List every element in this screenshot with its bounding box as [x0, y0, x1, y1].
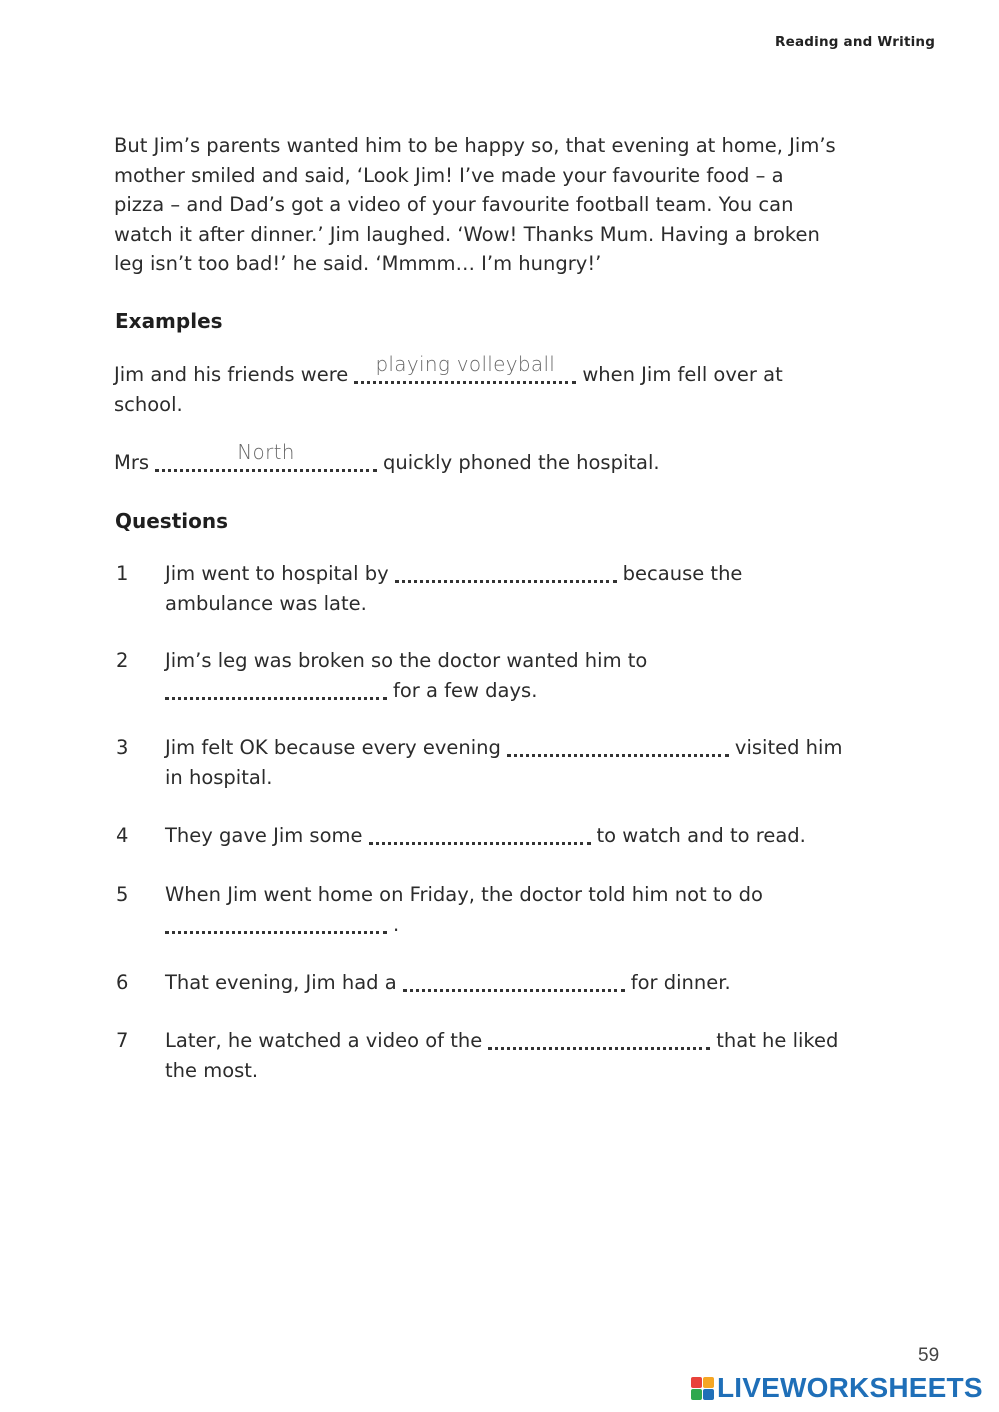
example-text: quickly phoned the hospital. [383, 451, 660, 474]
passage-line: pizza – and Dad’s got a video of your favourite football team. You can [114, 193, 794, 216]
question-text: Later, he watched a video of the [165, 1029, 483, 1052]
question-text: for a few days. [393, 679, 538, 702]
question-text: . [393, 913, 400, 936]
question-5 [114, 880, 854, 940]
example-text: when Jim fell over at [582, 363, 783, 386]
logo-text: LIVEWORKSHEETS [717, 1372, 983, 1403]
question-text: They gave Jim some [165, 824, 363, 847]
question-text: Jim felt OK because every evening [165, 736, 501, 759]
liveworksheets-logo[interactable] [691, 1371, 983, 1405]
answer-blank [395, 562, 617, 583]
question-number: 4 [116, 824, 129, 847]
question-number: 1 [116, 562, 129, 585]
question-number: 6 [116, 971, 129, 994]
question-text: When Jim went home on Friday, the doctor told him not to do [165, 883, 763, 906]
question-text: Jim’s leg was broken so the doctor wanted him to [165, 649, 648, 672]
answer-input-3[interactable] [507, 728, 729, 754]
logo-square [691, 1389, 702, 1400]
logo-square [691, 1377, 702, 1388]
question-text: visited him [734, 736, 843, 759]
passage-line: watch it after dinner.’ Jim laughed. ‘Wow! Thanks Mum. Having a broken [114, 222, 820, 246]
example-text: Jim and his friends were [114, 363, 349, 386]
question-7 [114, 1026, 854, 1086]
question-4 [114, 821, 854, 851]
page-number: 59 [918, 1345, 940, 1366]
passage-line: But Jim’s parents wanted him to be happy so, that evening at home, Jim’s [114, 134, 836, 157]
question-6 [114, 968, 854, 998]
example-text: school. [114, 393, 183, 416]
question-number: 7 [116, 1029, 129, 1052]
answer-blank [165, 913, 387, 934]
question-1 [114, 559, 854, 619]
question-text: in hospital. [165, 766, 273, 789]
answer-input-4[interactable] [369, 816, 591, 842]
question-number: 3 [116, 736, 129, 759]
answer-blank [403, 971, 625, 992]
answer-blank [369, 824, 591, 845]
question-number: 2 [116, 649, 129, 672]
example-1 [114, 352, 834, 420]
example-2 [114, 440, 834, 478]
question-text: Jim went to hospital by [165, 562, 389, 585]
answer-input-7[interactable] [488, 1021, 710, 1047]
answer-input-6[interactable] [403, 963, 625, 989]
question-2 [114, 646, 854, 706]
question-text: that he liked [716, 1029, 839, 1052]
questions-heading: Questions [115, 509, 229, 533]
header-title: Reading and Writing [775, 34, 936, 50]
example-answer: North [237, 440, 295, 464]
answer-input-5[interactable] [165, 905, 387, 931]
question-text: to watch and to read. [596, 824, 806, 847]
answer-blank [507, 736, 729, 757]
passage-line: leg isn’t too bad!’ he said. ‘Mmmm… I’m hungry!’ [114, 252, 602, 275]
logo-square [703, 1377, 714, 1388]
answer-blank [165, 679, 387, 700]
example-blank [354, 352, 576, 384]
question-text: because the [622, 562, 743, 585]
question-text: ambulance was late. [165, 592, 367, 615]
passage-line: mother smiled and said, ‘Look Jim! I’ve made your favourite food – a [114, 163, 784, 187]
question-number: 5 [116, 883, 129, 906]
logo-square [703, 1389, 714, 1400]
example-answer: playing volleyball [375, 352, 556, 376]
reading-passage [114, 131, 854, 279]
example-blank [155, 440, 377, 472]
logo-mark-icon [691, 1377, 714, 1400]
answer-input-1[interactable] [395, 554, 617, 580]
answer-blank [488, 1029, 710, 1050]
answer-input-2[interactable] [165, 671, 387, 697]
question-text: the most. [165, 1059, 259, 1082]
question-text: That evening, Jim had a [165, 971, 397, 994]
question-3 [114, 733, 854, 793]
example-text: Mrs [114, 451, 150, 474]
question-text: for dinner. [630, 971, 731, 994]
examples-heading: Examples [115, 309, 223, 333]
